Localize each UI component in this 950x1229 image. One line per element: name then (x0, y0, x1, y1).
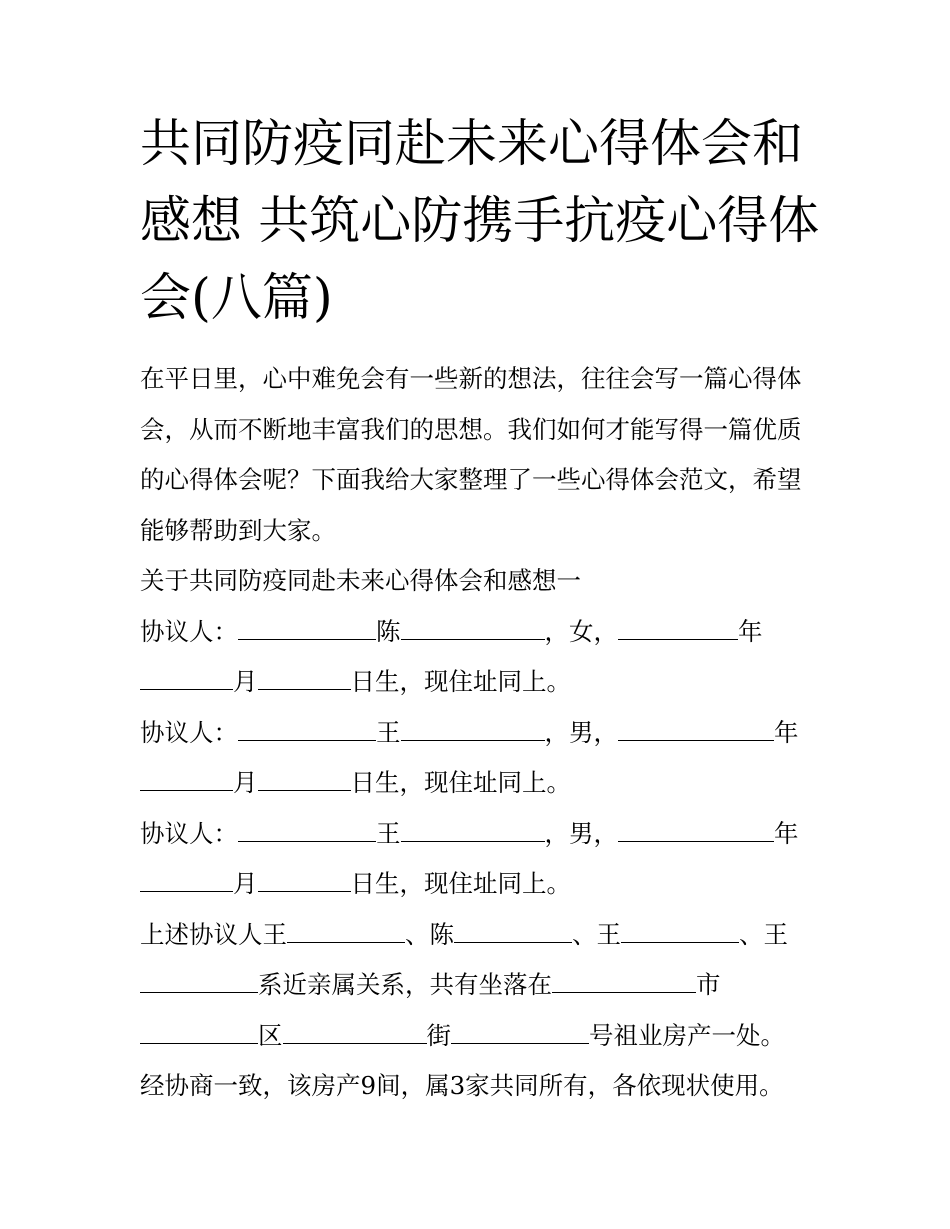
relation-sep: 、王 (572, 919, 621, 949)
gender-text: ，女， (544, 616, 618, 646)
blank-field (401, 617, 545, 640)
blank-field (454, 920, 572, 943)
street-text: 街 (426, 1020, 451, 1050)
party-label: 协议人： (140, 616, 238, 646)
intro-line-2: 会，从而不断地丰富我们的思想。我们如何才能写得一篇优质 (140, 414, 802, 444)
party-3-line-2 (140, 859, 830, 910)
day-rest-text: 日生，现住址同上。 (350, 768, 571, 797)
blank-field (618, 617, 738, 640)
relation-sep: 、王 (739, 919, 788, 949)
city-text: 市 (696, 970, 721, 999)
document-title (140, 106, 820, 337)
title-line-1: 共同防疫同赴未来心得体会和 (140, 115, 804, 174)
blank-field (618, 819, 774, 842)
year-text: 年 (774, 818, 799, 848)
blank-field (238, 819, 376, 842)
relation-sep: 、陈 (405, 919, 454, 949)
blank-field (140, 1021, 258, 1044)
day-rest-text: 日生，现住址同上。 (350, 869, 571, 898)
party-name: 王 (376, 818, 401, 848)
blank-field (140, 667, 233, 690)
relation-end: 号祖业房产一处。 (589, 1020, 785, 1050)
party-1-line-1 (140, 607, 830, 658)
blank-field (552, 970, 696, 993)
relation-mid: 系近亲属关系，共有坐落在 (258, 970, 552, 999)
blank-field (401, 718, 545, 741)
blank-field (283, 1021, 427, 1044)
intro-line-3: 的心得体会呢？下面我给大家整理了一些心得体会范文，希望 (140, 465, 802, 494)
gender-text: ，男， (544, 717, 618, 747)
last-line: 经协商一致，该房产9间，属3家共同所有，各依现状使用。 (140, 1071, 784, 1100)
party-name: 王 (376, 717, 401, 747)
blank-field (621, 920, 739, 943)
blank-field (451, 1021, 589, 1044)
blank-field (258, 768, 351, 791)
relation-start: 上述协议人王 (140, 919, 287, 949)
party-label: 协议人： (140, 818, 238, 848)
party-1-line-2 (140, 657, 830, 708)
blank-field (140, 768, 233, 791)
month-text: 月 (233, 768, 258, 797)
party-2-line-1 (140, 708, 830, 759)
gender-text: ，男， (544, 818, 618, 848)
relation-line-1 (140, 910, 830, 961)
day-rest-text: 日生，现住址同上。 (350, 667, 571, 696)
year-text: 年 (774, 717, 799, 747)
section-heading: 关于共同防疫同赴未来心得体会和感想一 (140, 566, 581, 595)
party-2-line-2 (140, 758, 830, 809)
party-3-line-1 (140, 809, 830, 860)
district-text: 区 (258, 1020, 283, 1050)
party-name: 陈 (376, 616, 401, 646)
month-text: 月 (233, 869, 258, 898)
month-text: 月 (233, 667, 258, 696)
blank-field (140, 970, 258, 993)
relation-line-2 (140, 960, 830, 1011)
year-text: 年 (738, 616, 763, 646)
blank-field (258, 869, 351, 892)
title-line-3: 会(八篇) (140, 269, 333, 328)
document-body (140, 354, 830, 1112)
blank-field (140, 869, 233, 892)
relation-line-3 (140, 1011, 830, 1062)
intro-line-1: 在平日里，心中难免会有一些新的想法，往往会写一篇心得体 (140, 364, 802, 393)
title-line-2: 感想 共筑心防携手抗疫心得体 (140, 192, 820, 251)
party-label: 协议人： (140, 717, 238, 747)
blank-field (401, 819, 545, 842)
blank-field (258, 667, 351, 690)
blank-field (238, 718, 376, 741)
intro-line-4: 能够帮助到大家。 (140, 515, 336, 545)
blank-field (287, 920, 405, 943)
blank-field (618, 718, 774, 741)
blank-field (238, 617, 376, 640)
